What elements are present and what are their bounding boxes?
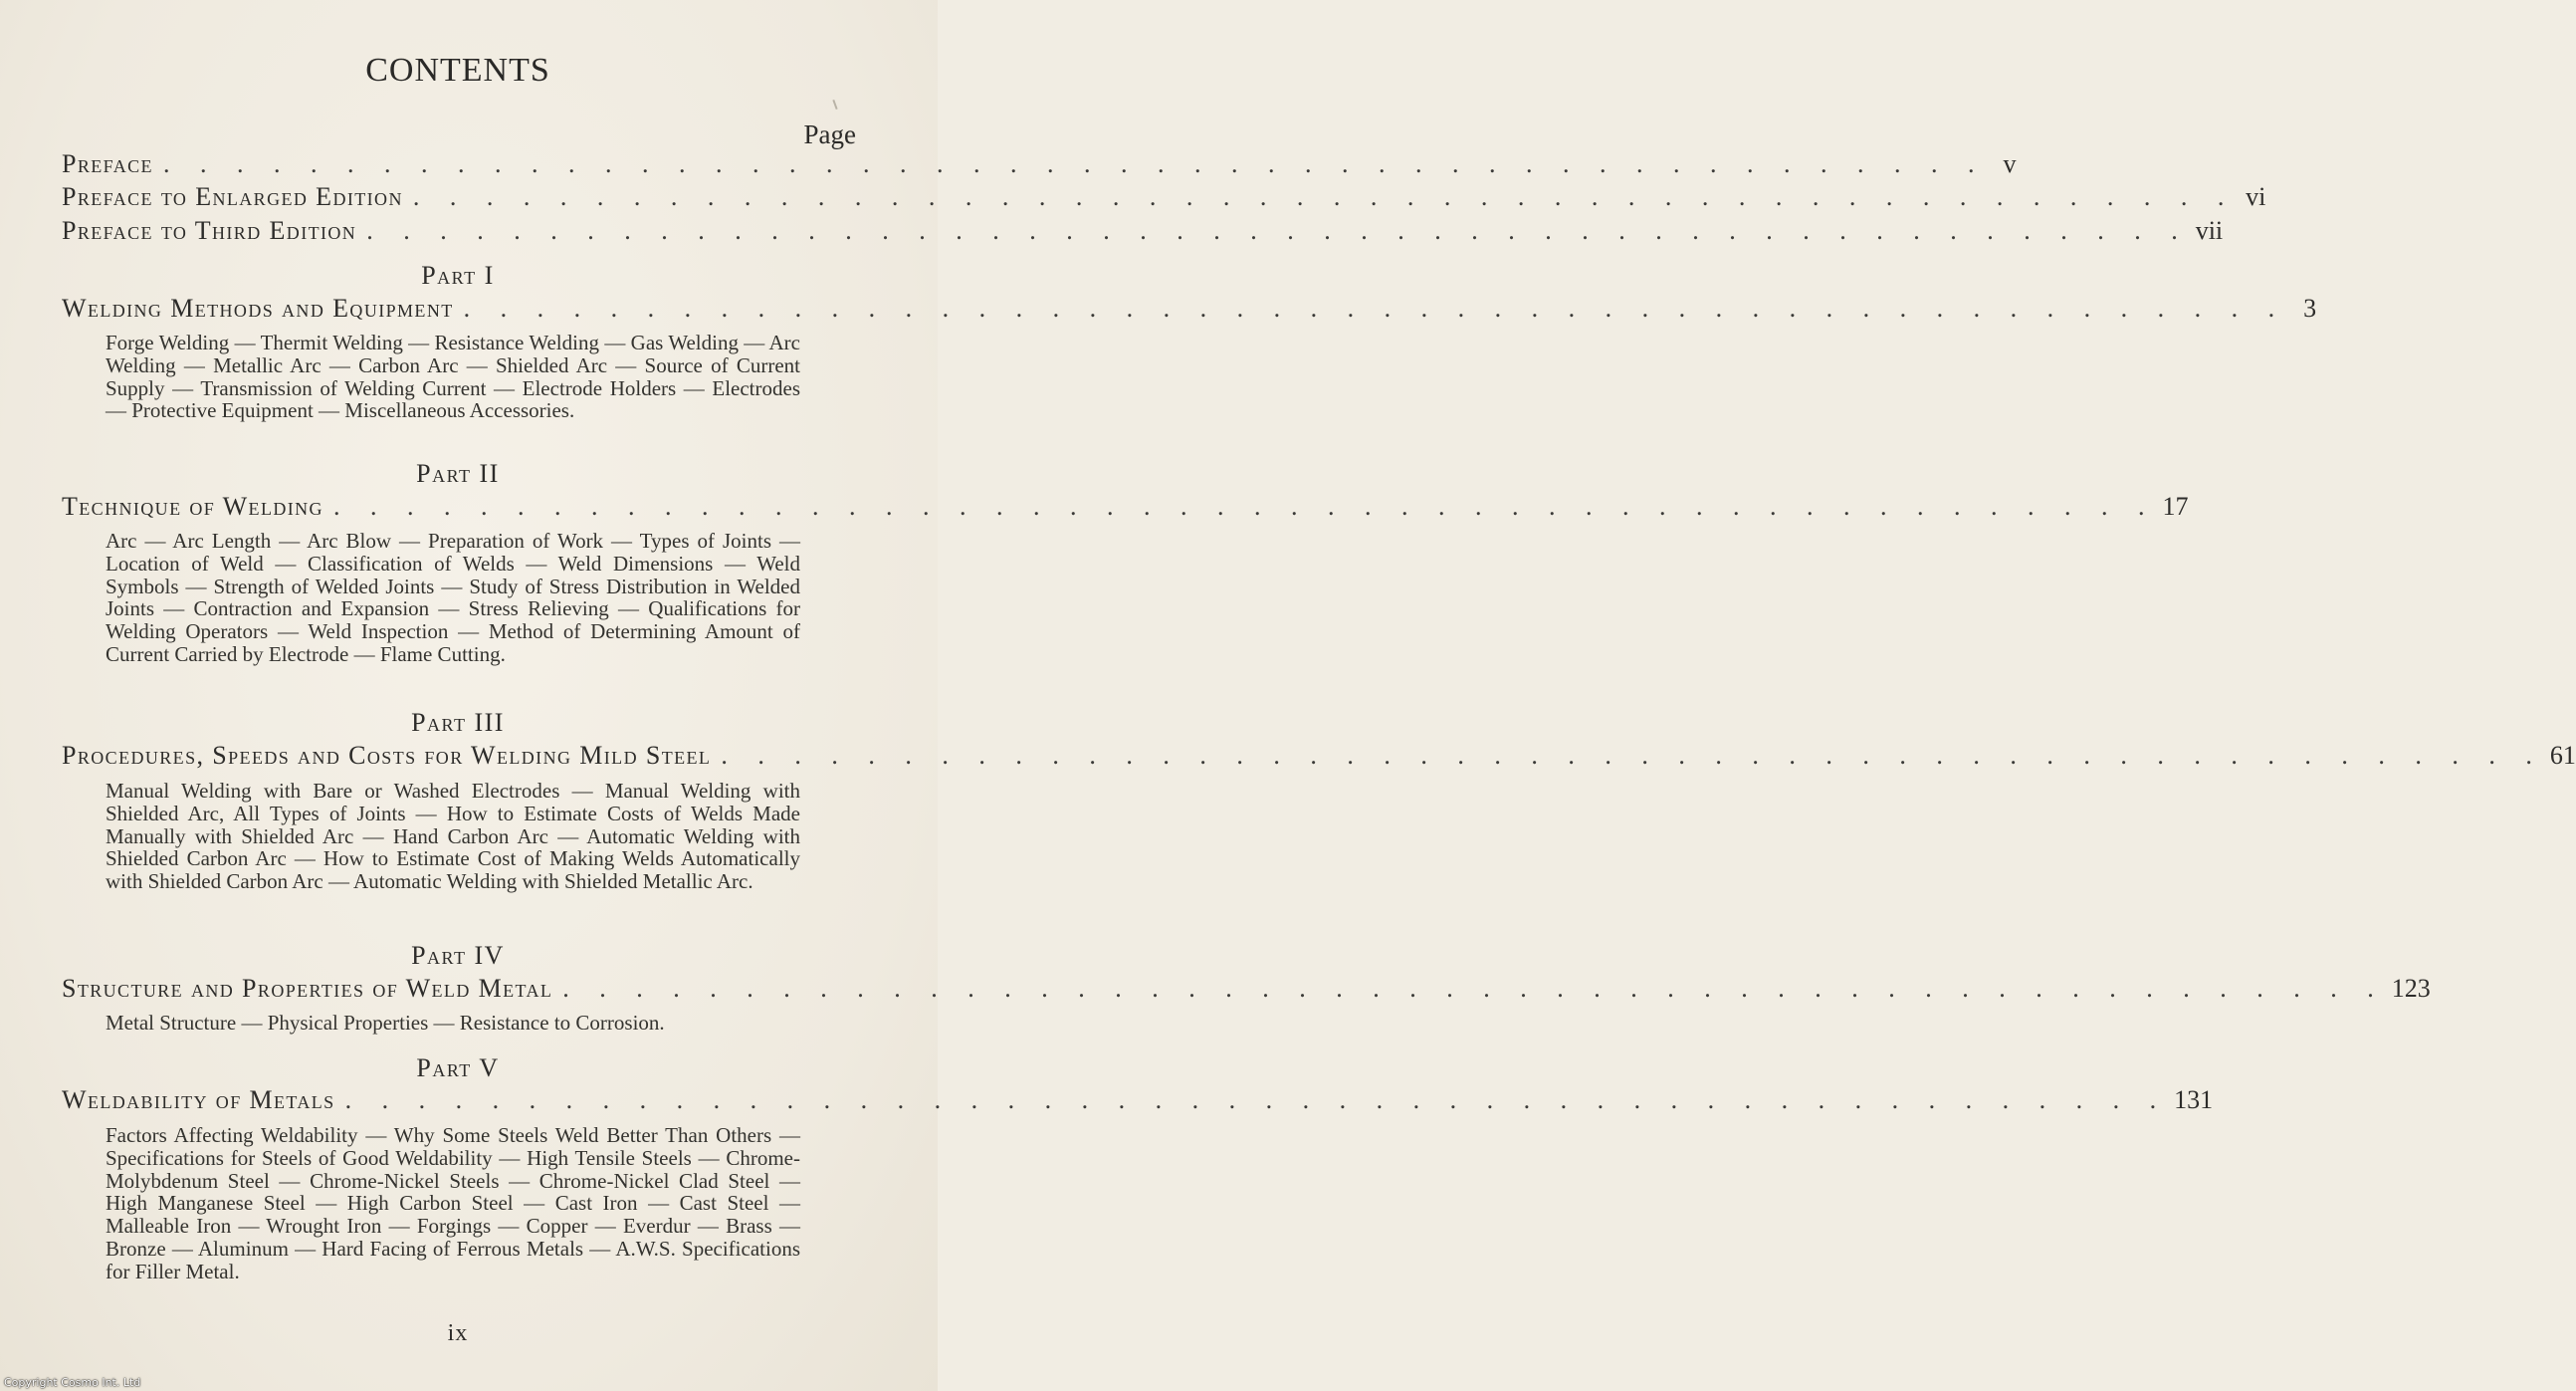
toc-entry-title: Structure and Properties of Weld Metal [62,974,553,1003]
toc-entry-page: v [2003,149,2017,178]
page-number: ix [447,1320,469,1346]
leader-dots: . . . . . . . . . . . . . . . . . . . . . . . . . . . . . . . . . . . . . . . . . . . . . . . . . . [463,294,2287,323]
part-heading-4: Part IV [411,941,505,970]
toc-entry-page: vi [2246,182,2266,211]
toc-entry-part-3 [62,741,2576,775]
leader-dots: . . . . . . . . . . . . . . . . . . . . . . . . . . . . . . . . . . . . . . . . . . . . . . . . . . [332,492,2157,521]
leader-dots: . . . . . . . . . . . . . . . . . . . . . . . . . . . . . . . . . . . . . . . . . . . . . . . . . . [366,216,2190,245]
part-heading-2: Part II [416,459,500,488]
part-description-3: Manual Welding with Bare or Washed Electrodes — Manual Welding with Shielded Arc, All Types of Joints — How to Estimate Costs of Welds Made Manually with Shielded Arc — Hand Carbon Arc — Automatic Welding with Shielded Carbon Arc — How to Estimate Cost of Making Welds Automatically with Shielded Carbon Arc — Automatic Welding with Shielded Metallic Arc. [106,779,800,894]
toc-entry-page: 17 [2162,492,2189,521]
toc-entry-preface [62,149,2017,183]
part-description-5: Factors Affecting Weldability — Why Some Steels Weld Better Than Others — Specifications for Steels of Good Weldability — High Tensile Steels — Chrome-Molybdenum Steel — Chrome-Nickel Steels — Chrome-Nickel Clad Steel — High Manganese Steel — High Carbon Steel — Cast Iron — Cast Steel — Malleable Iron — Wrought Iron — Forgings — Copper — Everdur — Brass — Bronze — Aluminum — Hard Facing of Ferrous Metals — A.W.S. Specifications for Filler Metal. [106,1123,800,1283]
toc-entry-page: 3 [2303,294,2317,323]
part-description-2: Arc — Arc Length — Arc Blow — Preparation of Work — Types of Joints — Location of Weld — Classification of Welds — Weld Dimensions — Weld Symbols — Strength of Welded Joints — Study of Stress Distribution in Welded Joints — Contraction and Expansion — Stress Relieving — Qualifications for Welding Operators — Weld Inspection — Method of Determining Amount of Current Carried by Electrode — Flame Cutting. [106,529,800,666]
leader-dots: . . . . . . . . . . . . . . . . . . . . . . . . . . . . . . . . . . . . . . . . . . . . . . . . . . [162,149,1987,178]
toc-entry-title: Procedures, Speeds and Costs for Welding Mild Steel [62,741,712,770]
paper-mark [832,100,837,110]
leader-dots: . . . . . . . . . . . . . . . . . . . . . . . . . . . . . . . . . . . . . . . . . . . . . . . . . . [344,1085,2169,1114]
part-description-4: Metal Structure — Physical Properties — Resistance to Corrosion. [106,1011,665,1035]
toc-entry-page: vii [2195,216,2224,245]
toc-entry-title: Technique of Welding [62,492,323,521]
part-heading-3: Part III [411,708,505,737]
toc-entry-page: 61 [2549,741,2576,770]
toc-entry-part-1 [62,294,2317,328]
leader-dots: . . . . . . . . . . . . . . . . . . . . . . . . . . . . . . . . . . . . . . . . . . . . . . . . . . [721,741,2544,770]
leader-dots: . . . . . . . . . . . . . . . . . . . . . . . . . . . . . . . . . . . . . . . . . . . . . . . . . . [562,974,2386,1003]
page-title: CONTENTS [365,52,550,89]
toc-entry-preface-enlarged [62,182,2266,216]
toc-entry-part-5 [62,1085,2214,1119]
toc-entry-part-4 [62,974,2431,1008]
copyright-watermark: Copyright Cosmo Int. Ltd [4,1376,141,1389]
toc-entry-page: 131 [2174,1085,2214,1114]
toc-entry-title: Welding Methods and Equipment [62,294,454,323]
leader-dots: . . . . . . . . . . . . . . . . . . . . . . . . . . . . . . . . . . . . . . . . . . . . . . . . . . [412,182,2237,211]
toc-entry-title: Preface [62,149,153,178]
page-column-label: Page [803,119,856,149]
toc-entry-part-2 [62,492,2189,526]
toc-entry-page: 123 [2391,974,2431,1003]
toc-entry-title: Weldability of Metals [62,1085,335,1114]
part-heading-5: Part V [416,1053,500,1082]
part-description-1: Forge Welding — Thermit Welding — Resistance Welding — Gas Welding — Arc Welding — Metallic Arc — Carbon Arc — Shielded Arc — Source of Current Supply — Transmission of Welding Current — Electrode Holders — Electrodes — Protective Equipment — Miscellaneous Accessories. [106,331,800,423]
toc-entry-preface-third [62,216,2224,250]
part-heading-1: Part I [421,261,495,290]
toc-entry-title: Preface to Third Edition [62,216,357,245]
toc-entry-title: Preface to Enlarged Edition [62,182,403,211]
